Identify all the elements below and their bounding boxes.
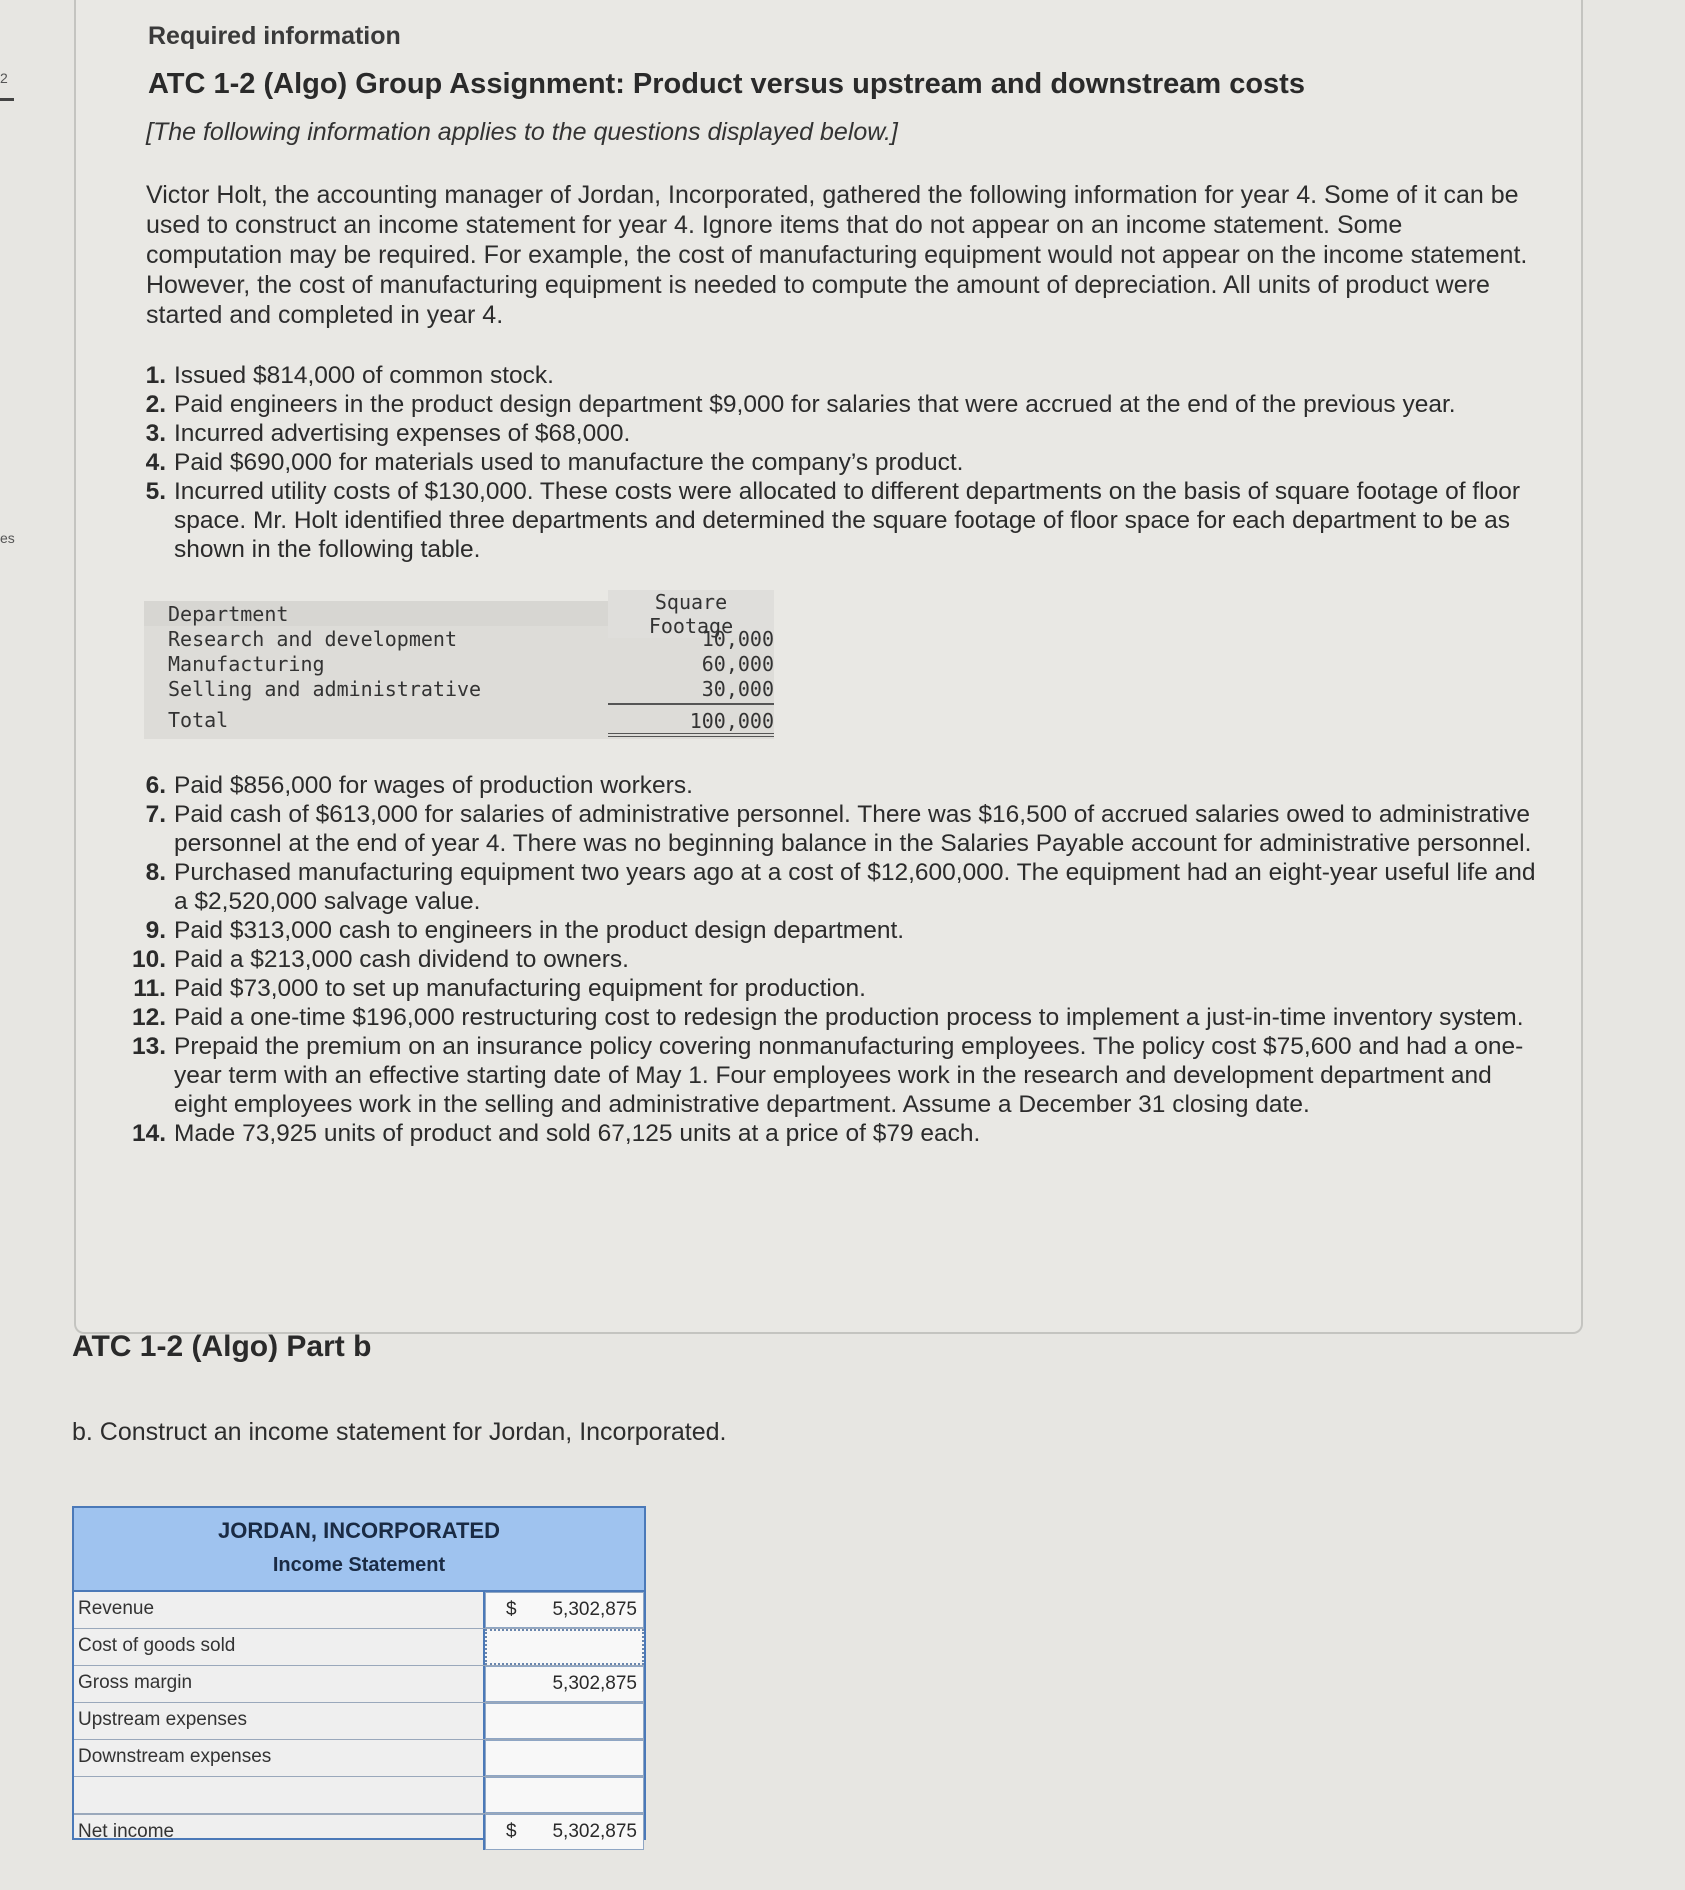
info-list-part1 (130, 361, 1550, 564)
table-row (74, 1592, 644, 1629)
list-item: 9. Paid $313,000 cash to engineers in the product design department. (145, 917, 905, 944)
list-item: 12. Paid a one-time $196,000 restructuring cost to redesign the production process to implement a just-in-time inventory system. (131, 1004, 1524, 1031)
list-item: 6. Paid $856,000 for wages of production workers. (145, 772, 693, 799)
downstream-expenses-input[interactable] (485, 1740, 644, 1776)
table-row (74, 1740, 644, 1777)
cogs-input[interactable] (485, 1629, 644, 1665)
upstream-expenses-input[interactable] (485, 1703, 644, 1739)
table-row (74, 1629, 644, 1666)
cogs-label: Cost of goods sold (74, 1629, 485, 1665)
col-department-header: Department (168, 601, 289, 626)
list-item: 7. Paid cash of $613,000 for salaries of administrative personnel. There was $16,500 of accrued salaries owed to administrative personnel at the end of year 4. There was no beginning balance in the Salaries Payable account for administrative personnel. (145, 801, 1532, 857)
list-item: 10. Paid a $213,000 cash dividend to owners. (131, 946, 629, 973)
square-footage-table (144, 589, 774, 739)
applies-note: [The following information applies to the questions displayed below.] (146, 118, 898, 146)
assignment-title: ATC 1-2 (Algo) Group Assignment: Product versus upstream and downstream costs (148, 68, 1305, 100)
table-row (74, 1666, 644, 1703)
required-information-heading: Required information (148, 22, 401, 50)
list-item: 13. Prepaid the premium on an insurance policy covering nonmanufacturing employees. The policy cost $75,600 and had a one-year term with an effective starting date of May 1. Four employees work in the research and development department and eight employees work in the selling and administrative department. Assume a December 31 closing date. (131, 1033, 1524, 1118)
list-item: 5. Incurred utility costs of $130,000. These costs were allocated to different departments on the basis of square footage of floor space. Mr. Holt identified three departments and determined the square footage of floor space for each department to be as shown in the following table. (145, 478, 1521, 563)
col-square-footage-header: Square Footage (608, 590, 774, 638)
table-row (74, 1703, 644, 1740)
left-edge-marks (0, 0, 14, 600)
net-income-value: $ 5,302,875 (485, 1814, 644, 1850)
revenue-label: Revenue (74, 1592, 485, 1628)
income-statement-table (72, 1506, 646, 1840)
downstream-expenses-label: Downstream expenses (74, 1740, 485, 1776)
gross-margin-value: 5,302,875 (485, 1666, 644, 1702)
edge-mark-top: 2 (0, 70, 8, 86)
revenue-input[interactable]: $ 5,302,875 (485, 1592, 644, 1628)
company-name: JORDAN, INCORPORATED (218, 1518, 500, 1543)
list-item: 1. Issued $814,000 of common stock. (145, 362, 554, 389)
table-row (74, 1814, 644, 1850)
gross-margin-label: Gross margin (74, 1666, 485, 1702)
blank-value-input[interactable] (485, 1777, 644, 1813)
blank-label-input[interactable] (74, 1777, 485, 1813)
info-list-part2 (124, 771, 1544, 1148)
list-item: 3. Incurred advertising expenses of $68,000. (145, 420, 631, 447)
intro-paragraph: Victor Holt, the accounting manager of Jordan, Incorporated, gathered the following information for year 4. Some of it can be used to construct an income statement for year 4. Ignore items that do not appear on an income statement. Some computation may be required. For example, the cost of manufacturing equipment would not appear on the income statement. However, the cost of manufacturing equipment is needed to compute the amount of depreciation. All units of product were started and completed in year 4. (146, 181, 1528, 329)
income-statement-header (74, 1508, 644, 1592)
table-row: Research and development 10,000 (168, 626, 774, 651)
question-text: b. Construct an income statement for Jordan, Incorporated. (72, 1418, 727, 1446)
list-item: 11. Paid $73,000 to set up manufacturing equipment for production. (133, 975, 866, 1002)
table-row (74, 1777, 644, 1814)
table-row: Manufacturing 60,000 (168, 651, 774, 676)
list-item: 4. Paid $690,000 for materials used to manufacture the company’s product. (145, 449, 964, 476)
list-item: 2. Paid engineers in the product design department $9,000 for salaries that were accrued at the end of the previous year. (145, 391, 1456, 418)
table-row: Selling and administrative 30,000 (168, 676, 774, 701)
list-item: 14. Made 73,925 units of product and sold 67,125 units at a price of $79 each. (131, 1120, 981, 1147)
list-item: 8. Purchased manufacturing equipment two years ago at a cost of $12,600,000. The equipment had an eight-year useful life and a $2,520,000 salvage value. (145, 859, 1536, 915)
table-header-row (144, 589, 774, 638)
part-title: ATC 1-2 (Algo) Part b (72, 1330, 372, 1363)
edge-dash (0, 98, 14, 101)
table-total-row: Total 100,000 (144, 701, 774, 739)
upstream-expenses-label: Upstream expenses (74, 1703, 485, 1739)
edge-mark-mid: es (0, 530, 15, 546)
statement-title: Income Statement (272, 1554, 446, 1576)
net-income-label: Net income (74, 1814, 485, 1850)
